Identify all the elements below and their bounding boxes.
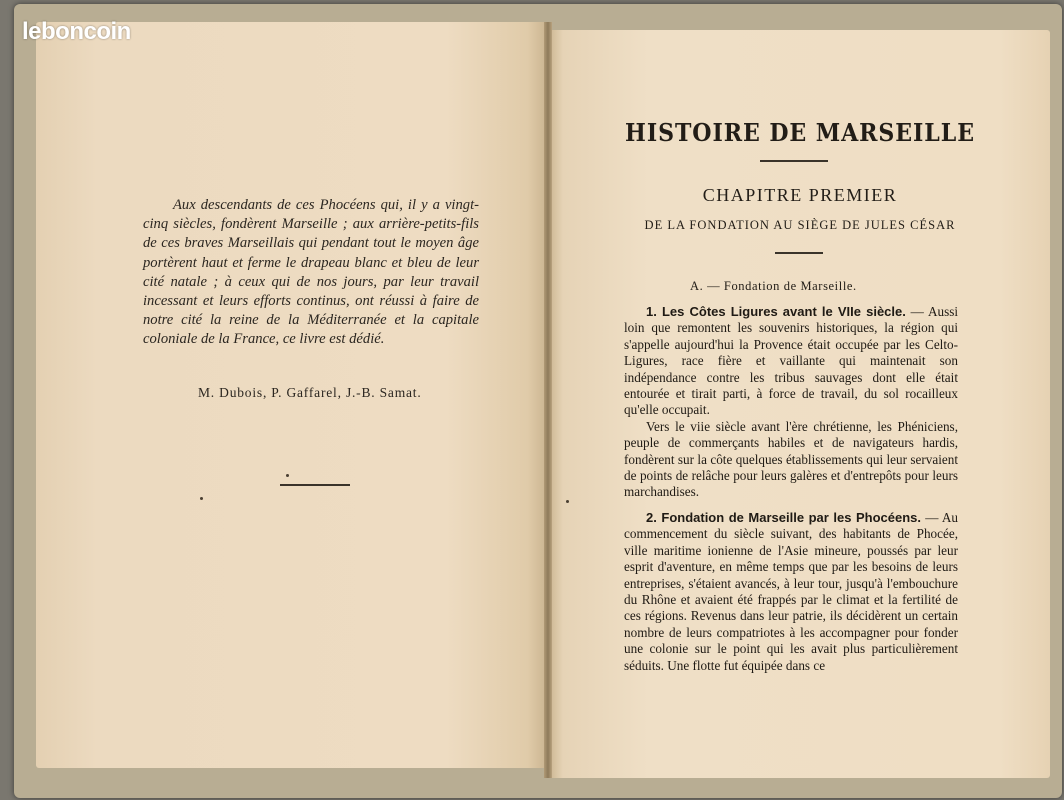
- left-divider: [280, 484, 350, 486]
- paragraph-2-heading: 2. Fondation de Marseille par les Phocéens.: [646, 510, 921, 525]
- book-title: HISTOIRE DE MARSEILLE: [625, 118, 975, 147]
- watermark-logo: leboncoin: [22, 18, 131, 45]
- paragraph-2-text: — Au commencement du siècle suivant, des habitants de Phocée, ville maritime ionienne de l'Asie mineure, poussés par leur esprit d'aventure, en même temps que par les besoins de leurs entreprises, s'étaient avancés, à leur tour, jusqu'à l'embouchure du Rhône et avaient été frappés par le climat et la fertilité de ces régions. Revenus dans leur patrie, ils décidèrent un certain nombre de leurs compatriotes à les accompagner pour fonder une colonie sur le point qui les avait plus particulièrement séduits. Une flotte fut équipée dans ce: [624, 510, 958, 673]
- paragraph-1: [624, 304, 958, 501]
- paragraph-1b-text: Vers le viie siècle avant l'ère chrétienne, les Phéniciens, peuple de commerçants habiles et de navigateurs hardis, fondèrent sur la côte quelques établissements qui leur servaient de points de relâche pour leurs galères et d'entrepôts pour leurs marchandises.: [624, 418, 958, 500]
- subtitle-divider: [775, 252, 823, 254]
- paper-speck: [200, 497, 203, 500]
- dedication-text: [143, 196, 479, 350]
- chapter-subtitle: DE LA FONDATION AU SIÈGE DE JULES CÉSAR: [644, 218, 956, 232]
- paper-speck: [286, 474, 289, 477]
- title-divider: [760, 160, 828, 162]
- paragraph-1-text: — Aussi loin que remontent les souvenirs historiques, la région qui s'appelle aujourd'hui la Provence était occupée par les Celto-Ligures, race fière et vaillante qui maintenait son indépendance contre les tribus sauvages dont elle était entourée et tirait parti, à force de travail, du sol rocailleux qu'elle occupait.: [624, 304, 958, 418]
- authors-line: M. Dubois, P. Gaffarel, J.-B. Samat.: [198, 385, 422, 400]
- dedication-paragraph: Aux descendants de ces Phocéens qui, il y a vingt-cinq siècles, fondèrent Marseille ; aux arrière-petits-fils de ces braves Marseillais qui pendant tout le moyen âge portèrent haut et ferme le drapeau blanc et bleu de leur cité natale ; à ceux qui de nos jours, par leur travail incessant et leurs efforts continus, ont réussi à faire de notre cité la reine de la Méditerranée et la capitale coloniale de la France, ce livre est dédié.: [143, 197, 479, 348]
- book-gutter: [544, 22, 552, 778]
- paragraph-2: [624, 510, 958, 674]
- chapter-heading: CHAPITRE PREMIER: [702, 185, 898, 205]
- paragraph-1-heading: 1. Les Côtes Ligures avant le VIIe siècle.: [646, 304, 906, 319]
- section-heading: A. — Fondation de Marseille.: [690, 279, 857, 293]
- paper-speck: [566, 500, 569, 503]
